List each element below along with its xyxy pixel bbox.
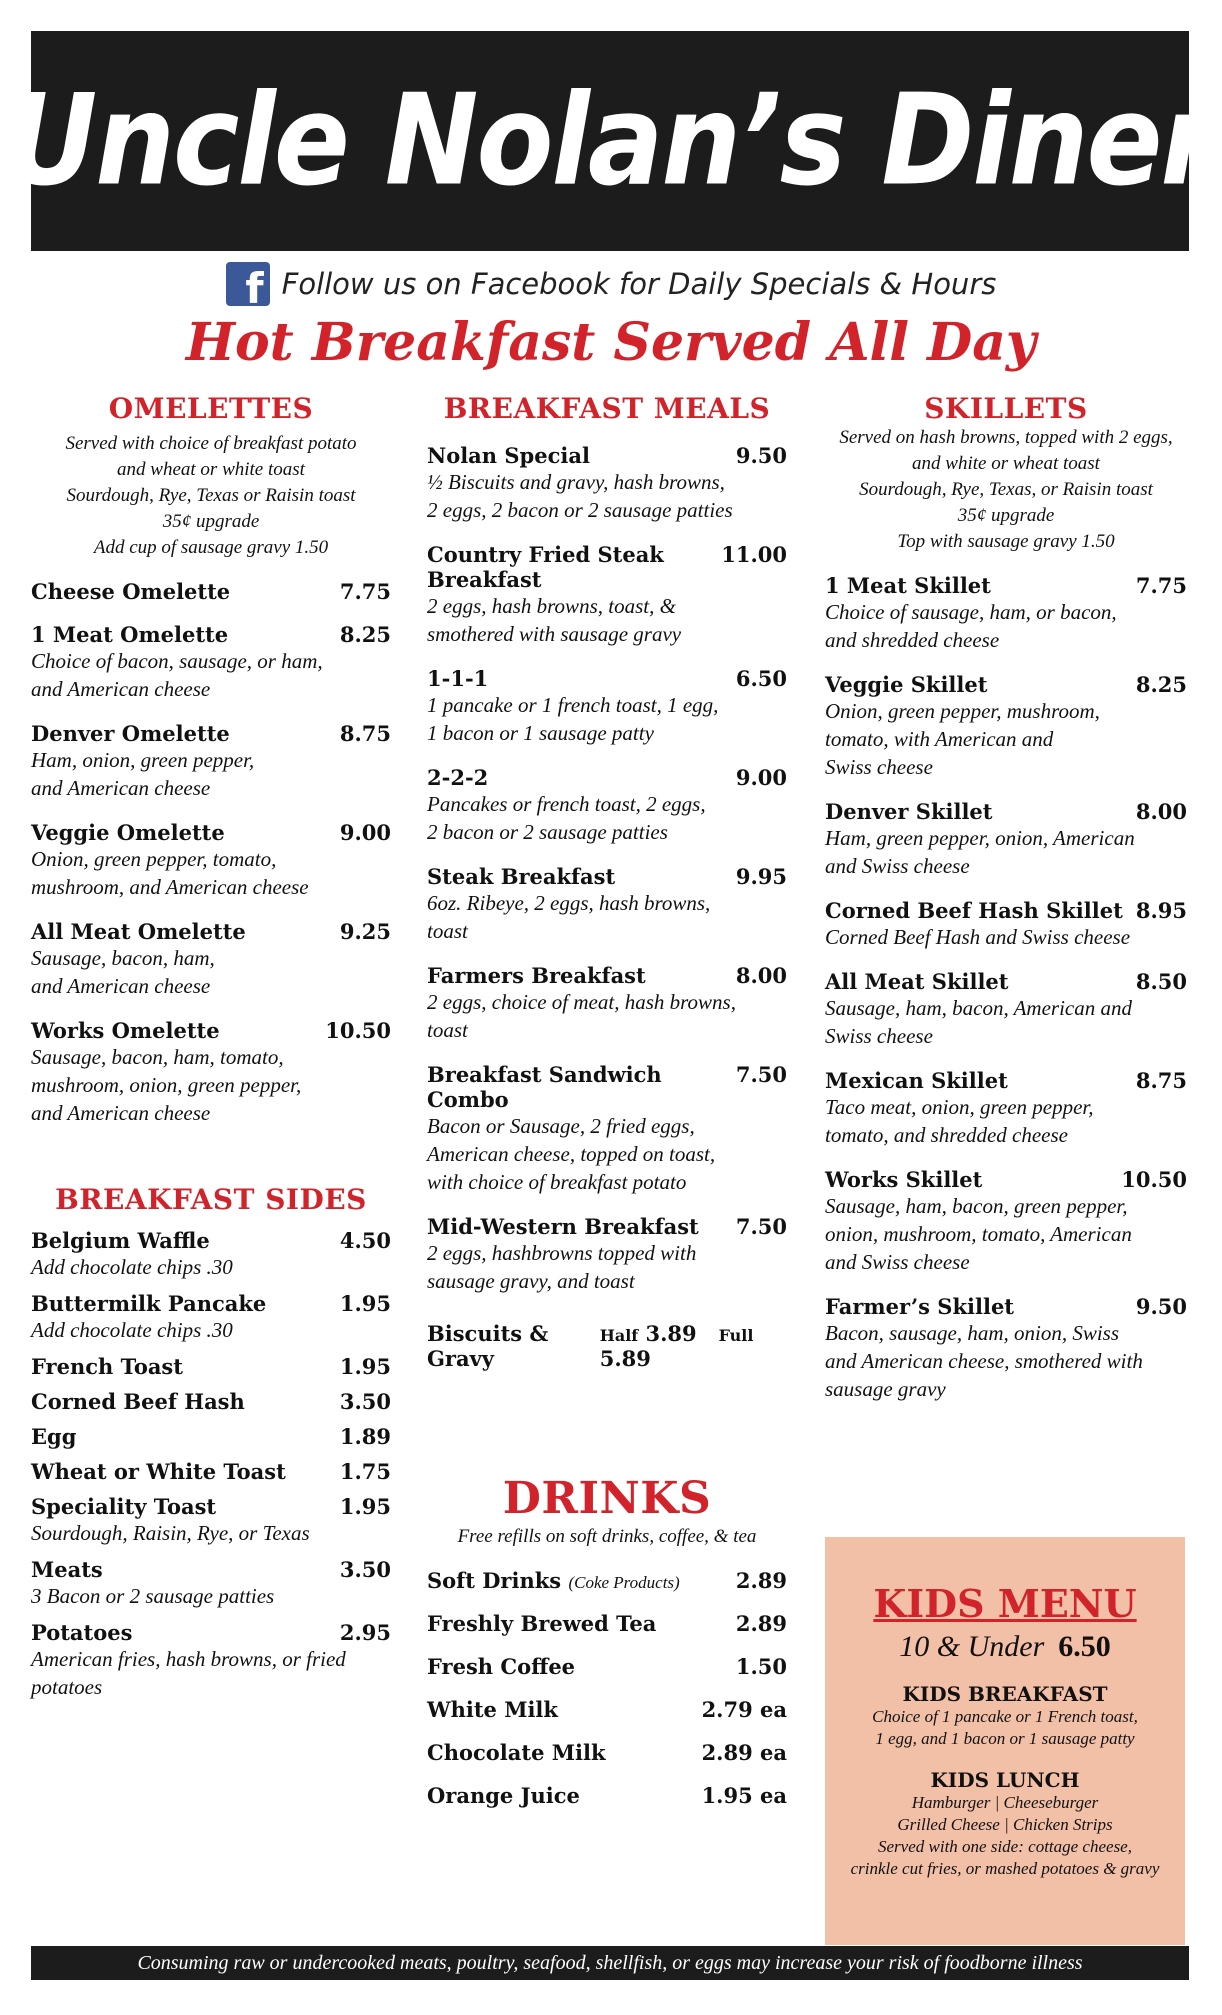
menu-item — [31, 1228, 391, 1281]
item-price: 1.89 — [339, 1424, 391, 1449]
note-line: Sourdough, Rye, Texas, or Raisin toast — [859, 479, 1153, 500]
item-name: Breakfast Sandwich Combo — [427, 1062, 662, 1112]
kids-price: 6.50 — [1058, 1630, 1111, 1663]
item-price: 8.25 — [1135, 672, 1187, 697]
item-desc: and American cheese — [31, 776, 211, 800]
menu-item-head — [31, 721, 391, 746]
item-desc: and American cheese — [31, 974, 211, 998]
note-line: 35¢ upgrade — [957, 505, 1055, 526]
item-desc: 2 eggs, hash browns, toast, & — [427, 594, 676, 618]
item-desc: American cheese, topped on toast, — [427, 1142, 716, 1166]
item-name: Corned Beef Hash Skillet — [825, 898, 1123, 923]
item-price: 8.50 — [1135, 969, 1187, 994]
menu-item — [31, 1291, 391, 1344]
menu-item — [427, 1062, 787, 1196]
menu-item — [31, 1459, 391, 1484]
menu-item — [825, 1294, 1187, 1403]
drink-item — [427, 1697, 787, 1722]
menu-item-head — [31, 579, 391, 604]
headline: Hot Breakfast Served All Day — [185, 312, 1037, 373]
item-name: Denver Omelette — [31, 721, 230, 746]
note-line: Served on hash browns, topped with 2 eggs, — [839, 427, 1173, 448]
kids-lunch-title: KIDS LUNCH — [930, 1768, 1080, 1792]
menu-item-head — [427, 963, 787, 988]
item-name: Mid-Western Breakfast — [427, 1214, 699, 1239]
sides-title: BREAKFAST SIDES — [55, 1183, 367, 1216]
menu-item-head — [825, 799, 1187, 824]
menu-item — [427, 963, 787, 1044]
menu-item — [31, 721, 391, 802]
drink-price: 1.50 — [735, 1654, 787, 1679]
menu-item-head — [825, 1068, 1187, 1093]
item-desc: Sausage, bacon, ham, tomato, — [31, 1045, 284, 1069]
menu-item — [825, 898, 1187, 951]
item-desc: mushroom, and American cheese — [31, 875, 309, 899]
item-desc: 2 eggs, 2 bacon or 2 sausage patties — [427, 498, 733, 522]
item-price: 8.00 — [1135, 799, 1187, 824]
item-name: Mexican Skillet — [825, 1068, 1008, 1093]
item-desc: ½ Biscuits and gravy, hash browns, — [427, 470, 725, 494]
item-price: 8.25 — [339, 622, 391, 647]
drink-name: Chocolate Milk — [427, 1740, 606, 1765]
drink-name-wrap — [427, 1654, 575, 1679]
item-desc: 2 eggs, choice of meat, hash browns, — [427, 990, 736, 1014]
menu-item — [31, 1424, 391, 1449]
drink-price: 2.89 — [735, 1568, 787, 1593]
item-price: 9.25 — [339, 919, 391, 944]
item-price: 1.75 — [339, 1459, 391, 1484]
note-line: 1 egg, and 1 bacon or 1 sausage patty — [875, 1729, 1135, 1748]
menu-item-head — [31, 1494, 391, 1519]
item-name: 1 Meat Omelette — [31, 622, 229, 647]
drink-extra: (Coke Products) — [568, 1573, 680, 1592]
item-desc: onion, mushroom, tomato, American — [825, 1222, 1132, 1246]
omelettes-notes — [31, 431, 391, 561]
item-price: 8.75 — [1135, 1068, 1187, 1093]
menu-item — [427, 864, 787, 945]
item-desc: with choice of breakfast potato — [427, 1170, 687, 1194]
item-desc: tomato, with American and — [825, 727, 1054, 751]
menu-item-head — [427, 666, 787, 691]
menu-item — [31, 1389, 391, 1414]
kids-breakfast-title: KIDS BREAKFAST — [902, 1682, 1108, 1706]
menu-item-head — [31, 622, 391, 647]
item-desc: Sausage, ham, bacon, green pepper, — [825, 1194, 1128, 1218]
kids-breakfast-desc — [825, 1706, 1185, 1750]
item-desc: mushroom, onion, green pepper, — [31, 1073, 302, 1097]
menu-item-head — [31, 1354, 391, 1379]
item-desc: and American cheese, smothered with — [825, 1349, 1143, 1373]
drink-name-wrap — [427, 1568, 680, 1593]
item-desc: Taco meat, onion, green pepper, — [825, 1095, 1094, 1119]
menu-item-head — [31, 1620, 391, 1645]
item-name: Buttermilk Pancake — [31, 1291, 267, 1316]
item-desc: tomato, and shredded cheese — [825, 1123, 1068, 1147]
item-price: 10.50 — [325, 1018, 391, 1043]
item-desc: Bacon or Sausage, 2 fried eggs, — [427, 1114, 695, 1138]
item-name: Corned Beef Hash — [31, 1389, 245, 1414]
item-price: 6.50 — [735, 666, 787, 691]
menu-item-head — [31, 820, 391, 845]
drink-item — [427, 1654, 787, 1679]
note-line: Sourdough, Rye, Texas or Raisin toast — [66, 485, 356, 506]
item-name: French Toast — [31, 1354, 183, 1379]
menu-item — [31, 1018, 391, 1127]
item-name: Denver Skillet — [825, 799, 993, 824]
item-desc: Pancakes or french toast, 2 eggs, — [427, 792, 706, 816]
item-desc: smothered with sausage gravy — [427, 622, 682, 646]
item-name: All Meat Skillet — [825, 969, 1009, 994]
skillets-title: SKILLETS — [924, 392, 1088, 425]
item-price: 1.95 — [339, 1494, 391, 1519]
item-name: Veggie Omelette — [31, 820, 225, 845]
item-price: 7.50 — [735, 1214, 787, 1239]
note-line: Served with choice of breakfast potato — [65, 433, 357, 454]
full-label: Full — [718, 1326, 754, 1345]
drink-name: Fresh Coffee — [427, 1654, 576, 1679]
note-line: Grilled Cheese | Chicken Strips — [897, 1815, 1113, 1834]
item-name: Wheat or White Toast — [31, 1459, 286, 1484]
drink-name-wrap — [427, 1740, 606, 1765]
item-price: 3.50 — [339, 1557, 391, 1582]
item-desc: 1 pancake or 1 french toast, 1 egg, — [427, 693, 719, 717]
item-desc: Onion, green pepper, tomato, — [31, 847, 277, 871]
kids-menu — [825, 1537, 1185, 1945]
follow-text: Follow us on Facebook for Daily Specials & Hours — [281, 267, 997, 301]
biscuits-gravy-row — [427, 1321, 787, 1371]
drink-name-wrap — [427, 1697, 558, 1722]
menu-item-head — [825, 1167, 1187, 1192]
item-price: 8.95 — [1135, 898, 1187, 923]
item-price: 7.50 — [735, 1062, 787, 1087]
note-line: and wheat or white toast — [117, 459, 305, 480]
drink-price: 2.89 — [735, 1611, 787, 1636]
item-desc: Choice of sausage, ham, or bacon, — [825, 600, 1117, 624]
kids-age-price — [825, 1630, 1185, 1664]
menu-item-head — [427, 443, 787, 468]
item-price: 7.75 — [339, 579, 391, 604]
menu-item-head — [427, 542, 787, 592]
note-line: Hamburger | Cheeseburger — [911, 1793, 1099, 1812]
item-desc: Bacon, sausage, ham, onion, Swiss — [825, 1321, 1119, 1345]
item-price: 1.95 — [339, 1291, 391, 1316]
item-name: Country Fried Steak Breakfast — [427, 542, 664, 592]
item-name: Belgium Waffle — [31, 1228, 210, 1253]
item-desc: sausage gravy, and toast — [427, 1269, 635, 1293]
item-name: Egg — [31, 1424, 77, 1449]
item-price: 11.00 — [721, 542, 787, 567]
item-desc: Swiss cheese — [825, 1024, 933, 1048]
item-desc: Add chocolate chips .30 — [31, 1318, 233, 1342]
note-line: 35¢ upgrade — [162, 511, 260, 532]
item-price: 4.50 — [339, 1228, 391, 1253]
note-line: Add cup of sausage gravy 1.50 — [93, 537, 329, 558]
drink-item — [427, 1568, 787, 1593]
menu-item — [825, 1167, 1187, 1276]
item-desc: 3 Bacon or 2 sausage patties — [31, 1584, 275, 1608]
menu-item-head — [825, 898, 1187, 923]
note-line: Served with one side: cottage cheese, — [878, 1837, 1132, 1856]
facebook-icon[interactable]: f — [226, 262, 270, 306]
drink-name: White Milk — [427, 1697, 558, 1722]
omelettes-list — [31, 579, 391, 1127]
item-desc: Choice of bacon, sausage, or ham, — [31, 649, 323, 673]
item-desc: Onion, green pepper, mushroom, — [825, 699, 1100, 723]
item-desc: 1 bacon or 1 sausage patty — [427, 721, 654, 745]
restaurant-name: Uncle Nolan’s Diner — [6, 68, 1214, 214]
menu-item-head — [31, 1018, 391, 1043]
item-desc: 6oz. Ribeye, 2 eggs, hash browns, — [427, 891, 711, 915]
item-name: Potatoes — [31, 1620, 133, 1645]
item-desc: and Swiss cheese — [825, 1250, 970, 1274]
menu-item — [31, 1494, 391, 1547]
meals-title: BREAKFAST MEALS — [443, 392, 771, 425]
menu-item-head — [31, 1228, 391, 1253]
item-price: 7.75 — [1135, 573, 1187, 598]
item-name: 1-1-1 — [427, 666, 489, 691]
item-desc: and Swiss cheese — [825, 854, 970, 878]
item-name: Speciality Toast — [31, 1494, 217, 1519]
menu-item-head — [825, 969, 1187, 994]
menu-item — [427, 443, 787, 524]
item-name: 2-2-2 — [427, 765, 489, 790]
menu-item — [825, 672, 1187, 781]
right-column — [825, 392, 1187, 1403]
item-price: 8.00 — [735, 963, 787, 988]
item-desc: toast — [427, 919, 468, 943]
menu-item — [427, 542, 787, 648]
facebook-follow — [0, 262, 1222, 306]
item-price: 9.00 — [735, 765, 787, 790]
skillets-notes — [825, 425, 1187, 555]
menu-item — [31, 1557, 391, 1610]
menu-item — [825, 799, 1187, 880]
item-desc: Swiss cheese — [825, 755, 933, 779]
half-price: 3.89 — [645, 1321, 697, 1346]
item-desc: American fries, hash browns, or fried — [31, 1647, 346, 1671]
menu-item-head — [31, 919, 391, 944]
menu-item — [427, 666, 787, 747]
middle-column — [427, 392, 787, 1808]
drinks-note: Free refills on soft drinks, coffee, & tea — [457, 1526, 757, 1547]
menu-item-head — [427, 765, 787, 790]
menu-item — [31, 1354, 391, 1379]
menu-item-head — [427, 1214, 787, 1239]
item-name: Farmer’s Skillet — [825, 1294, 1014, 1319]
menu-item — [31, 1620, 391, 1701]
menu-item-head — [825, 672, 1187, 697]
item-price: 10.50 — [1121, 1167, 1187, 1192]
drink-name-wrap — [427, 1783, 580, 1808]
drink-name: Freshly Brewed Tea — [427, 1611, 657, 1636]
kids-age: 10 & Under — [899, 1630, 1045, 1663]
half-label: Half — [599, 1326, 639, 1345]
title-banner — [6, 31, 1214, 251]
item-desc: and American cheese — [31, 1101, 211, 1125]
item-desc: Corned Beef Hash and Swiss cheese — [825, 925, 1131, 949]
note-line: and white or wheat toast — [912, 453, 1100, 474]
drink-item — [427, 1740, 787, 1765]
item-name: Cheese Omelette — [31, 579, 231, 604]
drink-item — [427, 1783, 787, 1808]
menu-item-head — [31, 1459, 391, 1484]
item-desc: Sourdough, Raisin, Rye, or Texas — [31, 1521, 310, 1545]
drink-name: Orange Juice — [427, 1783, 580, 1808]
menu-item-head — [31, 1557, 391, 1582]
kids-lunch-desc — [825, 1792, 1185, 1880]
menu-item-head — [31, 1291, 391, 1316]
item-price: 2.95 — [339, 1620, 391, 1645]
menu-item — [31, 919, 391, 1000]
drink-item — [427, 1611, 787, 1636]
item-desc: Sausage, bacon, ham, — [31, 946, 215, 970]
item-desc: Sausage, ham, bacon, American and — [825, 996, 1132, 1020]
note-line: Choice of 1 pancake or 1 French toast, — [872, 1707, 1138, 1726]
biscuits-gravy-name: Biscuits & Gravy — [427, 1321, 549, 1371]
item-name: Works Omelette — [31, 1018, 220, 1043]
item-price: 9.95 — [735, 864, 787, 889]
menu-item — [427, 765, 787, 846]
sides-list — [31, 1228, 391, 1701]
item-name: Veggie Skillet — [825, 672, 988, 697]
item-desc: 2 eggs, hashbrowns topped with — [427, 1241, 697, 1265]
menu-item — [31, 579, 391, 604]
kids-title: KIDS MENU — [873, 1581, 1137, 1626]
item-desc: Add chocolate chips .30 — [31, 1255, 233, 1279]
full-price: 5.89 — [599, 1346, 651, 1371]
menu-item — [825, 1068, 1187, 1149]
menu-item — [427, 1214, 787, 1295]
item-name: Steak Breakfast — [427, 864, 616, 889]
item-name: 1 Meat Skillet — [825, 573, 991, 598]
meals-list — [427, 443, 787, 1295]
item-price: 9.00 — [339, 820, 391, 845]
left-column — [31, 392, 391, 1701]
note-line: Top with sausage gravy 1.50 — [897, 531, 1115, 552]
item-desc: and shredded cheese — [825, 628, 1000, 652]
menu-item-head — [31, 1389, 391, 1414]
drink-price: 1.95 ea — [701, 1783, 787, 1808]
item-price: 3.50 — [339, 1389, 391, 1414]
item-desc: potatoes — [31, 1675, 103, 1699]
menu-item — [825, 573, 1187, 654]
drink-price: 2.79 ea — [701, 1697, 787, 1722]
drink-name-wrap — [427, 1611, 656, 1636]
menu-item-head — [427, 864, 787, 889]
menu-item-head — [31, 1424, 391, 1449]
menu-item — [825, 969, 1187, 1050]
menu-item-head — [427, 1062, 787, 1112]
drinks-title: DRINKS — [502, 1473, 712, 1524]
note-line: crinkle cut fries, or mashed potatoes & gravy — [850, 1859, 1160, 1878]
item-desc: Ham, green pepper, onion, American — [825, 826, 1135, 850]
item-name: Works Skillet — [825, 1167, 983, 1192]
item-price: 9.50 — [1135, 1294, 1187, 1319]
omelettes-title: OMELETTES — [108, 392, 314, 425]
food-safety-footer: Consuming raw or undercooked meats, poultry, seafood, shellfish, or eggs may increase your risk of foodborne illness — [31, 1946, 1189, 1980]
item-desc: sausage gravy — [825, 1377, 946, 1401]
item-name: Meats — [31, 1557, 103, 1582]
item-name: Nolan Special — [427, 443, 590, 468]
skillets-list — [825, 573, 1187, 1403]
item-desc: Ham, onion, green pepper, — [31, 748, 255, 772]
menu-item — [31, 622, 391, 703]
item-desc: and American cheese — [31, 677, 211, 701]
item-price: 8.75 — [339, 721, 391, 746]
item-desc: toast — [427, 1018, 468, 1042]
item-price: 1.95 — [339, 1354, 391, 1379]
item-desc: 2 bacon or 2 sausage patties — [427, 820, 668, 844]
menu-item-head — [825, 573, 1187, 598]
menu-item — [31, 820, 391, 901]
item-name: All Meat Omelette — [31, 919, 246, 944]
drink-name: Soft Drinks — [427, 1568, 562, 1593]
item-name: Farmers Breakfast — [427, 963, 646, 988]
item-price: 9.50 — [735, 443, 787, 468]
drinks-list — [427, 1568, 787, 1808]
menu-item-head — [825, 1294, 1187, 1319]
drink-price: 2.89 ea — [701, 1740, 787, 1765]
